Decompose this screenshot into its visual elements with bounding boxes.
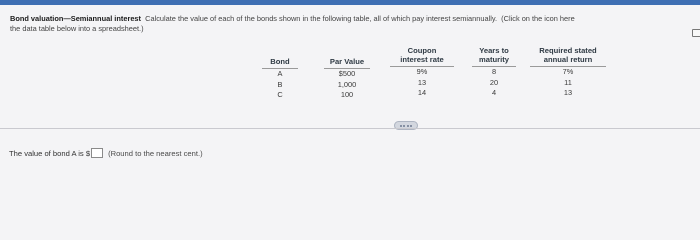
spreadsheet-link-text-2: the data table below into a spreadsheet.) [10, 24, 144, 33]
dot-icon [407, 125, 409, 127]
bond-a-value-input[interactable] [91, 148, 103, 158]
cell-return-b: 11 [564, 77, 572, 87]
problem-title: Bond valuation—Semiannual interest [10, 14, 141, 23]
cell-return-c: 13 [563, 88, 573, 97]
answer-row [9, 148, 203, 158]
header-years: Years to [479, 46, 509, 55]
cell-par-a: $500 [338, 69, 356, 78]
cell-coupon-c: 14 [417, 88, 427, 97]
col-years-to-maturity [472, 46, 516, 99]
col-coupon-rate [390, 46, 454, 99]
spreadsheet-link-text[interactable]: (Click on the icon here [501, 14, 575, 23]
cell-bond-b: B [277, 79, 283, 89]
dot-icon [400, 125, 402, 127]
problem-statement [10, 14, 700, 34]
cell-coupon-a: 9% [416, 67, 428, 76]
cell-coupon-b: 13 [417, 77, 427, 87]
cell-par-c: 100 [340, 90, 354, 99]
cell-years-c: 4 [491, 88, 497, 97]
cell-years-a: 8 [491, 67, 497, 76]
bond-data-table [262, 46, 612, 111]
cell-par-b: 1,000 [337, 79, 357, 89]
top-band [0, 0, 700, 5]
cell-return-a: 7% [562, 67, 574, 76]
header-years-2: maturity [479, 55, 509, 64]
header-coupon-2: interest rate [400, 55, 444, 64]
dot-icon [410, 125, 412, 127]
cell-years-b: 20 [489, 77, 499, 87]
problem-instruction: Calculate the value of each of the bonds shown in the following table, all of which pay interest semiannually. [145, 14, 498, 23]
spreadsheet-icon[interactable] [692, 29, 700, 37]
header-return-2: annual return [543, 55, 593, 64]
cell-bond-a: A [277, 69, 283, 78]
col-bond [262, 57, 298, 101]
answer-prompt: The value of bond A is $ [9, 148, 91, 158]
header-bond: Bond [270, 57, 290, 66]
rounding-hint: (Round to the nearest cent.) [108, 148, 203, 158]
dot-icon [403, 125, 405, 127]
col-par-value [324, 57, 370, 101]
header-coupon: Coupon [407, 46, 437, 55]
section-divider [0, 128, 700, 129]
header-return: Required stated [539, 46, 597, 55]
col-required-return [530, 46, 606, 99]
header-par-value: Par Value [329, 57, 365, 66]
cell-bond-c: C [277, 90, 283, 99]
